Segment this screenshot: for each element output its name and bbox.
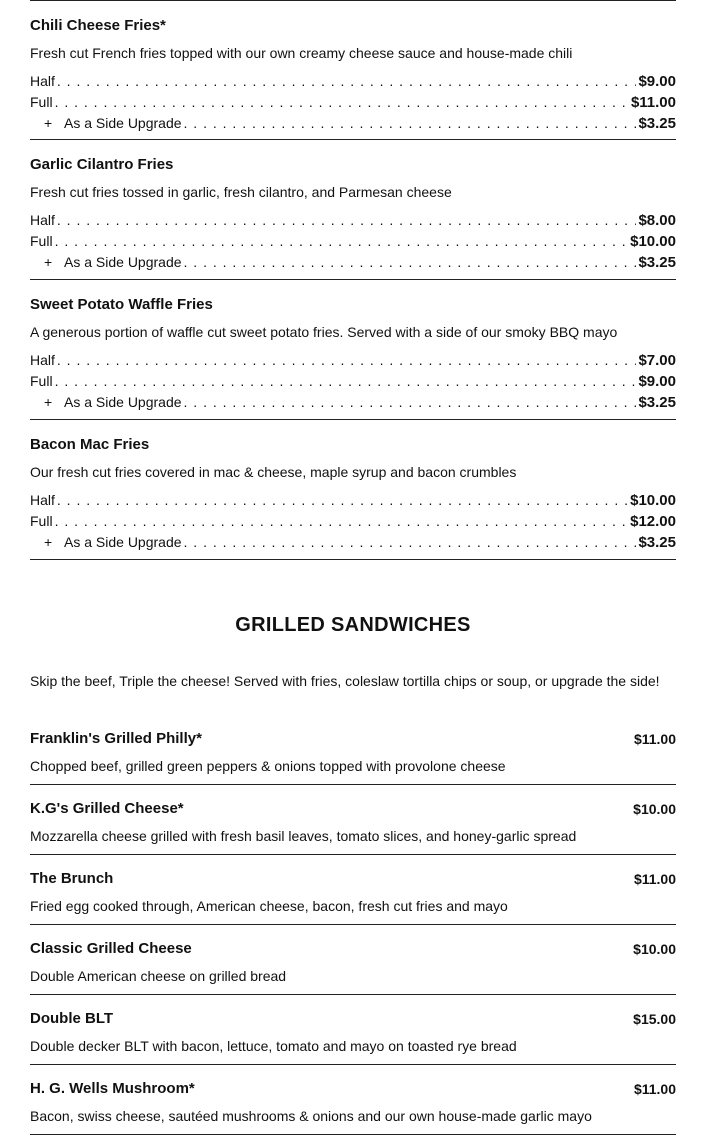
price: $11.00 <box>633 871 676 887</box>
item-title: The Brunch <box>30 870 114 887</box>
size-label: Half <box>30 73 55 89</box>
upgrade-label: As a Side Upgrade <box>64 394 182 410</box>
upgrade-label: As a Side Upgrade <box>64 115 182 131</box>
price: $11.00 <box>630 94 676 111</box>
item-title: H. G. Wells Mushroom* <box>30 1080 195 1097</box>
price: $10.00 <box>630 492 676 509</box>
menu-item <box>30 420 676 560</box>
item-title: Classic Grilled Cheese <box>30 940 192 957</box>
dot-leader <box>184 254 637 271</box>
price-row-full <box>30 94 676 111</box>
price-row-half <box>30 492 676 509</box>
price: $3.25 <box>638 115 676 132</box>
item-title: Chili Cheese Fries* <box>30 17 166 34</box>
menu-item <box>30 785 676 855</box>
menu-item <box>30 925 676 995</box>
dot-leader <box>184 534 637 551</box>
menu-item <box>30 280 676 420</box>
dot-leader <box>57 352 637 369</box>
item-description: Double decker BLT with bacon, lettuce, tomato and mayo on toasted rye bread <box>30 1038 517 1054</box>
item-description: Chopped beef, grilled green peppers & onions topped with provolone cheese <box>30 758 506 774</box>
price-row-half <box>30 212 676 229</box>
price-row-half <box>30 352 676 369</box>
price-row-full <box>30 373 676 390</box>
menu-item <box>30 855 676 925</box>
menu-item <box>30 0 676 140</box>
price-row-upgrade <box>30 254 676 271</box>
section-description: Skip the beef, Triple the cheese! Served with fries, coleslaw tortilla chips or soup, or upgrade the side! <box>30 673 660 689</box>
item-description: Double American cheese on grilled bread <box>30 968 287 984</box>
menu-content <box>30 0 676 1124</box>
size-label: Full <box>30 233 53 249</box>
dot-leader <box>55 513 629 530</box>
menu-item <box>30 1065 676 1135</box>
price-row-upgrade <box>30 115 676 132</box>
item-title: Bacon Mac Fries <box>30 436 150 453</box>
price-row-upgrade <box>30 534 676 551</box>
price: $3.25 <box>638 394 676 411</box>
price: $8.00 <box>638 212 676 229</box>
price: $9.00 <box>638 73 676 90</box>
dot-leader <box>57 73 637 90</box>
dot-leader <box>184 394 637 411</box>
price-row-upgrade <box>30 394 676 411</box>
item-description: Our fresh cut fries covered in mac & cheese, maple syrup and bacon crumbles <box>30 464 517 480</box>
dot-leader <box>55 373 637 390</box>
price: $3.25 <box>638 534 676 551</box>
menu-item <box>30 715 676 785</box>
item-title: Sweet Potato Waffle Fries <box>30 296 213 313</box>
price: $12.00 <box>630 513 676 530</box>
price: $7.00 <box>638 352 676 369</box>
item-description: Fresh cut French fries topped with our own creamy cheese sauce and house-made chili <box>30 45 573 61</box>
size-label: Half <box>30 352 55 368</box>
item-description: Bacon, swiss cheese, sautéed mushrooms & onions and our own house-made garlic mayo <box>30 1108 592 1124</box>
size-label: Full <box>30 513 53 529</box>
item-title: Double BLT <box>30 1010 114 1027</box>
item-description: Mozzarella cheese grilled with fresh basil leaves, tomato slices, and honey-garlic spread <box>30 828 577 844</box>
price: $15.00 <box>633 1011 676 1027</box>
plus-icon: + <box>44 394 53 410</box>
menu-item <box>30 995 676 1065</box>
price-row-full <box>30 513 676 530</box>
price-row-full <box>30 233 676 250</box>
dot-leader <box>55 94 629 111</box>
price: $9.00 <box>638 373 676 390</box>
price: $10.00 <box>633 941 676 957</box>
price: $11.00 <box>633 1081 676 1097</box>
size-label: Half <box>30 212 55 228</box>
price: $10.00 <box>630 233 676 250</box>
dot-leader <box>57 212 637 229</box>
item-description: Fried egg cooked through, American cheese, bacon, fresh cut fries and mayo <box>30 898 508 914</box>
plus-icon: + <box>44 115 53 131</box>
item-description: A generous portion of waffle cut sweet potato fries. Served with a side of our smoky BBQ mayo <box>30 324 618 340</box>
upgrade-label: As a Side Upgrade <box>64 254 182 270</box>
section-title: GRILLED SANDWICHES <box>235 614 471 636</box>
fries-list <box>30 0 676 560</box>
upgrade-label: As a Side Upgrade <box>64 534 182 550</box>
plus-icon: + <box>44 534 53 550</box>
price: $3.25 <box>638 254 676 271</box>
dot-leader <box>184 115 637 132</box>
item-description: Fresh cut fries tossed in garlic, fresh cilantro, and Parmesan cheese <box>30 184 452 200</box>
menu-item <box>30 140 676 280</box>
dot-leader <box>57 492 628 509</box>
item-title: K.G's Grilled Cheese* <box>30 800 184 817</box>
size-label: Full <box>30 94 53 110</box>
size-label: Full <box>30 373 53 389</box>
dot-leader <box>55 233 629 250</box>
item-title: Garlic Cilantro Fries <box>30 156 174 173</box>
price-row-half <box>30 73 676 90</box>
price: $10.00 <box>633 801 676 817</box>
plus-icon: + <box>44 254 53 270</box>
item-title: Franklin's Grilled Philly* <box>30 730 202 747</box>
size-label: Half <box>30 492 55 508</box>
price: $11.00 <box>633 731 676 747</box>
sandwich-list <box>30 715 676 1135</box>
